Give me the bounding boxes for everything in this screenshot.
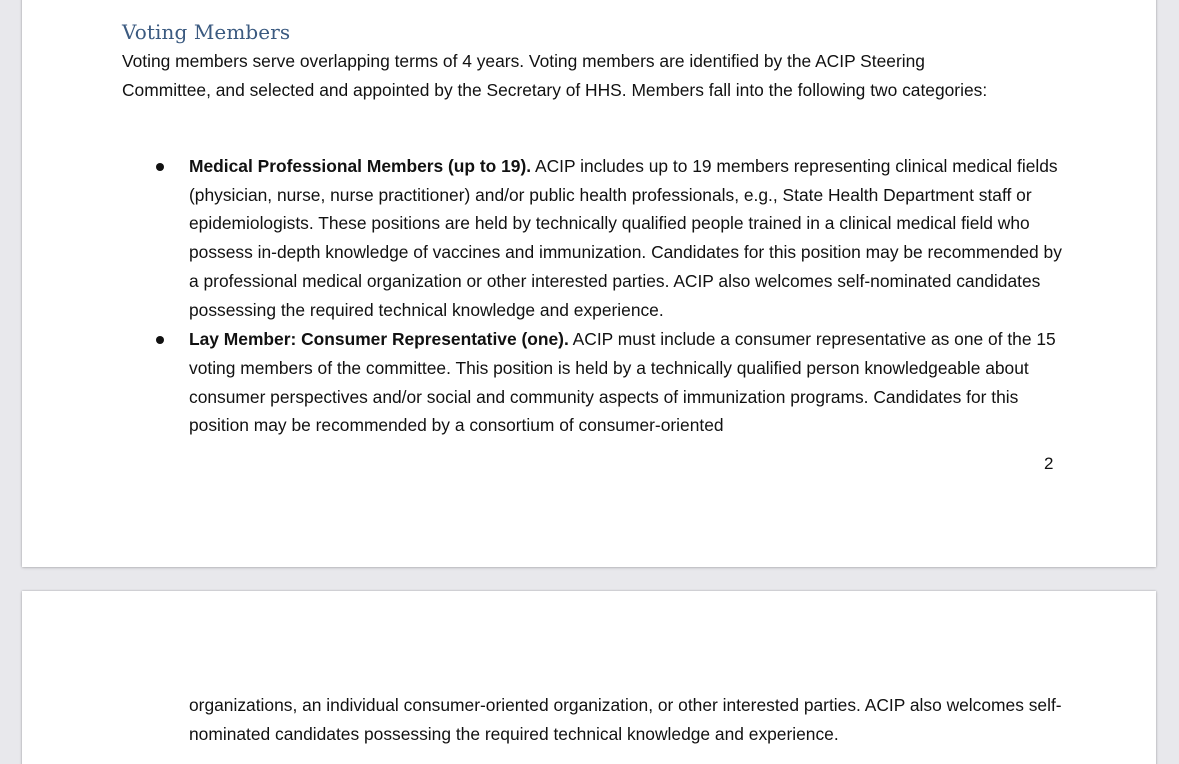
document-page: [22, 0, 1156, 567]
continued-paragraph: organizations, an individual consumer-oriented organization, or other interested parties. ACIP also welcomes self-nominated candidates possessing the required technical knowledge and experience.: [189, 695, 1062, 744]
bullet-icon: [156, 336, 164, 344]
list-item: [122, 152, 1062, 324]
bullet-text: ACIP must include a consumer representative as one of the 15 voting members of the committee. This position is held by a technically qualified person knowledgeable about consumer perspectives and/or social and community aspects of immunization programs. Candidates for this position may be recommended by a consortium of consumer-oriented: [189, 329, 1056, 436]
bullet-title: Medical Professional Members (up to 19).: [189, 156, 532, 176]
section-heading: Voting Members: [122, 20, 291, 44]
intro-paragraph: Voting members serve overlapping terms of 4 years. Voting members are identified by the ACIP Steering Committee, and selected and appointed by the Secretary of HHS. Members fall into the following two categories:: [122, 51, 988, 100]
bullet-text: ACIP includes up to 19 members representing clinical medical fields (physician, nurse, nurse practitioner) and/or public health professionals, e.g., State Health Department staff or epidemiologists. These positions are held by technically qualified people trained in a clinical medical field who possess in-depth knowledge of vaccines and immunization. Candidates for this position may be recommended by a professional medical organization or other interested parties. ACIP also welcomes self-nominated candidates possessing the required technical knowledge and experience.: [189, 156, 1062, 320]
bullet-icon: [156, 163, 164, 171]
bullet-title: Lay Member: Consumer Representative (one).: [189, 329, 569, 350]
member-categories-list: [122, 152, 1062, 441]
list-item: [122, 325, 1062, 440]
page-number: 2: [1044, 454, 1054, 473]
document-page: [22, 591, 1156, 764]
